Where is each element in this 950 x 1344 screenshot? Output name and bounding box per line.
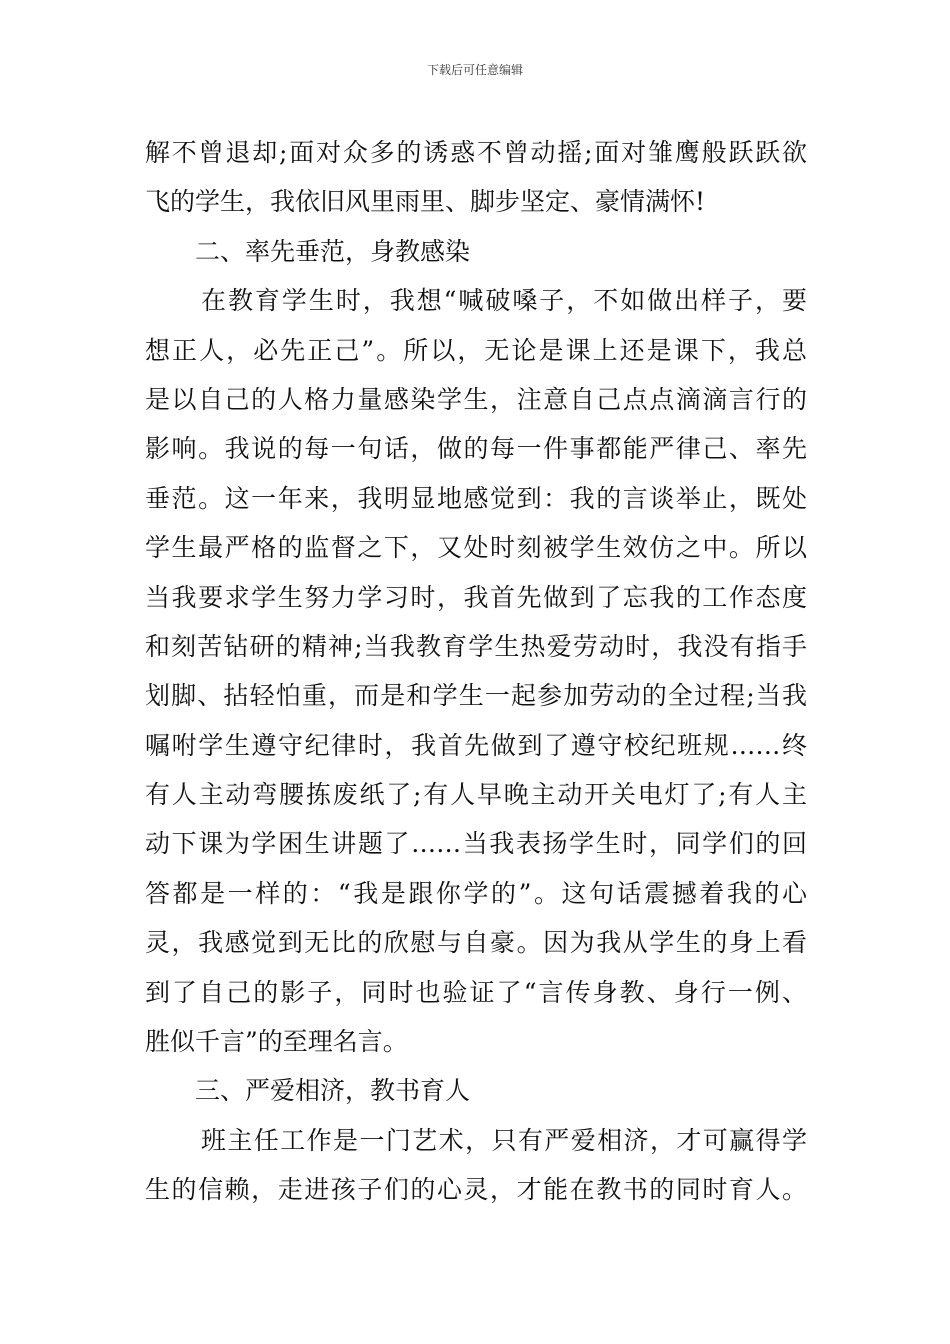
section-heading: 三、严爱相济，教书育人 — [195, 1076, 471, 1106]
text-line: 胜似千言”的至理名言。 — [145, 1027, 408, 1057]
text-line: 动下课为学困生讲题了……当我表扬学生时，同学们的回 — [145, 829, 807, 859]
text-line: 和刻苦钻研的精神;当我教育学生热爱劳动时，我没有指手 — [145, 631, 807, 661]
text-line: 到了自己的影子，同时也验证了“言传身教、身行一例、 — [145, 977, 807, 1007]
text-line: 生的信赖，走进孩子们的心灵，才能在教书的同时育人。 — [145, 1175, 807, 1205]
document-body — [145, 128, 807, 1215]
text-line: 答都是一样的：“我是跟你学的”。这句话震撼着我的心 — [145, 878, 807, 908]
section-heading: 二、率先垂范，身教感染 — [195, 236, 471, 266]
paragraph-first-line: 在教育学生时，我想“喊破嗓子，不如做出样子，要 — [201, 286, 807, 316]
text-line: 划脚、拈轻怕重，而是和学生一起参加劳动的全过程;当我 — [145, 681, 807, 711]
text-line: 解不曾退却;面对众多的诱惑不曾动摇;面对雏鹰般跃跃欲 — [145, 138, 807, 167]
text-line: 飞的学生，我依旧风里雨里、脚步坚定、豪情满怀! — [145, 187, 706, 217]
text-line: 是以自己的人格力量感染学生，注意自己点点滴滴言行的 — [145, 384, 807, 414]
text-line: 有人主动弯腰拣废纸了;有人早晚主动开关电灯了;有人主 — [145, 780, 807, 810]
text-line: 当我要求学生努力学习时，我首先做到了忘我的工作态度 — [145, 582, 807, 612]
text-line: 垂范。这一年来，我明显地感觉到：我的言谈举止，既处 — [145, 483, 807, 513]
page-header: 下载后可任意编辑 — [426, 63, 523, 77]
text-line: 影响。我说的每一句话，做的每一件事都能严律己、率先 — [145, 434, 807, 464]
text-line: 学生最严格的监督之下，又处时刻被学生效仿之中。所以 — [145, 533, 807, 563]
text-line: 想正人，必先正己”。所以，无论是课上还是课下，我总 — [145, 335, 807, 365]
paragraph-first-line: 班主任工作是一门艺术，只有严爱相济，才可赢得学 — [201, 1125, 807, 1155]
text-line: 嘱咐学生遵守纪律时，我首先做到了遵守校纪班规……终 — [145, 730, 807, 760]
text-line: 灵，我感觉到无比的欣慰与自豪。因为我从学生的身上看 — [145, 928, 807, 958]
